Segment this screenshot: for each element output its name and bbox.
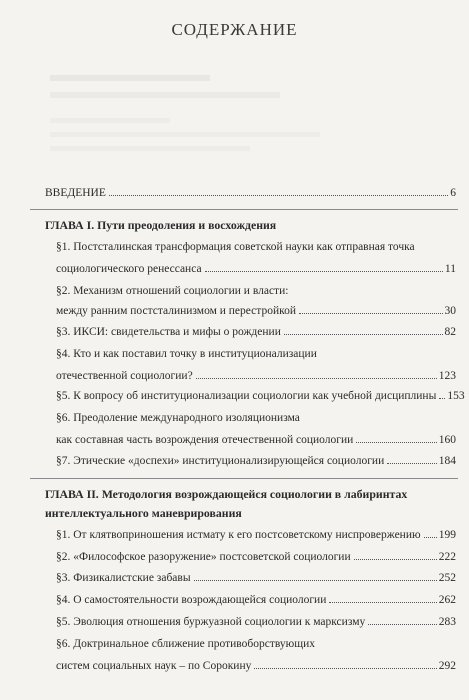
toc-entry[interactable] — [56, 389, 465, 403]
toc-entry[interactable] — [56, 411, 456, 425]
toc-entry-page: 6 — [450, 187, 456, 199]
toc-entry-continuation[interactable] — [56, 659, 456, 673]
toc-entry-continuation[interactable] — [56, 262, 456, 276]
toc-entry-title: между ранним постсталинизмом и перестройкой — [56, 305, 297, 317]
chapter-heading-continuation: интеллектуального маневрирования — [45, 506, 242, 520]
dot-leader — [439, 398, 445, 399]
chapter-heading: ГЛАВА II. Методология возрождающейся социологии в лабиринтах — [45, 487, 408, 501]
toc-entry-title: §5. Эволюция отношения буржуазной социологии к марксизму — [56, 616, 366, 628]
divider — [30, 478, 458, 479]
toc-entry-title: §6. Преодоление международного изоляционизма — [56, 412, 300, 424]
toc-entry-title: §6. Доктринальное сближение противоборствующих — [56, 638, 316, 650]
toc-entry-page: 160 — [438, 434, 456, 446]
toc-entry[interactable] — [56, 325, 456, 339]
toc-entry-page: 292 — [438, 660, 456, 672]
toc-entry-continuation[interactable] — [56, 304, 456, 318]
toc-entry-title: систем социальных наук – по Сорокину — [56, 660, 252, 672]
toc-entry-title: как составная часть возрождения отечественной социологии — [56, 434, 354, 446]
dot-leader — [354, 559, 437, 560]
toc-entry-title: §2. «Философское разоружение» постсоветской социологии — [56, 551, 351, 563]
toc-entry-title: §4. О самостоятельности возрождающейся социологии — [56, 594, 327, 606]
toc-entry-title: социологического ренессанса — [56, 263, 202, 275]
page-title: СОДЕРЖАНИЕ — [171, 20, 298, 39]
dot-leader — [299, 313, 442, 314]
dot-leader — [109, 195, 448, 196]
toc-entry-title: §7. Этические «доспехи» институционализирующейся социологии — [56, 455, 385, 467]
dot-leader — [329, 602, 436, 603]
divider — [30, 209, 458, 210]
toc-entry-continuation[interactable] — [56, 433, 456, 447]
toc-entry-title: §3. ИКСИ: свидетельства и мифы о рождении — [56, 326, 281, 338]
toc-entry-page: 262 — [438, 594, 456, 606]
dot-leader — [368, 624, 437, 625]
toc-entry-intro[interactable] — [45, 186, 456, 200]
toc-entry-page: 153 — [447, 390, 465, 402]
chapter-heading: ГЛАВА I. Пути преодоления и восхождения — [45, 218, 277, 232]
toc-entry-page: 184 — [438, 455, 456, 467]
toc-entry-title: §1. От клятвопринoшения истмату к его постсоветскому ниспровержению — [56, 529, 421, 541]
toc-entry-title: §1. Постсталинская трансформация советской науки как отправная точка — [56, 241, 415, 253]
toc-entry[interactable] — [56, 454, 456, 468]
toc-entry-title: §2. Механизм отношений социологии и власти: — [56, 285, 289, 297]
dot-leader — [424, 537, 437, 538]
toc-entry[interactable] — [56, 615, 456, 629]
dot-leader — [284, 334, 443, 335]
toc-entry-title: §3. Физикалистские забавы — [56, 572, 191, 584]
dot-leader — [205, 271, 443, 272]
toc-entry-title: отечественной социологии? — [56, 370, 193, 382]
toc-entry-page: 82 — [444, 326, 456, 338]
toc-entry-title: ВВЕДЕНИЕ — [45, 187, 106, 199]
toc-entry-page: 30 — [444, 305, 456, 317]
toc-entry[interactable] — [56, 240, 456, 254]
dot-leader — [254, 668, 436, 669]
toc-entry[interactable] — [56, 528, 456, 542]
toc-entry-page: 199 — [438, 529, 456, 541]
dot-leader — [387, 463, 437, 464]
toc-entry-continuation[interactable] — [56, 369, 456, 383]
dot-leader — [356, 442, 436, 443]
toc-entry[interactable] — [56, 593, 456, 607]
dot-leader — [196, 378, 437, 379]
toc-entry-page: 222 — [438, 551, 456, 563]
toc-entry[interactable] — [56, 347, 456, 361]
toc-entry-title: §5. К вопросу об институционализации социологии как учебной дисциплины — [56, 390, 437, 402]
toc-entry-page: 283 — [438, 616, 456, 628]
toc-entry-page: 123 — [438, 370, 456, 382]
toc-entry[interactable] — [56, 284, 456, 298]
toc-entry-page: 252 — [438, 572, 456, 584]
dot-leader — [194, 580, 437, 581]
toc-entry-page: 11 — [444, 263, 456, 275]
bleed-through-text — [50, 70, 410, 165]
toc-entry-title: §4. Кто и как поставил точку в институционализации — [56, 348, 317, 360]
toc-entry[interactable] — [56, 550, 456, 564]
toc-entry[interactable] — [56, 571, 456, 585]
toc-entry[interactable] — [56, 637, 456, 651]
